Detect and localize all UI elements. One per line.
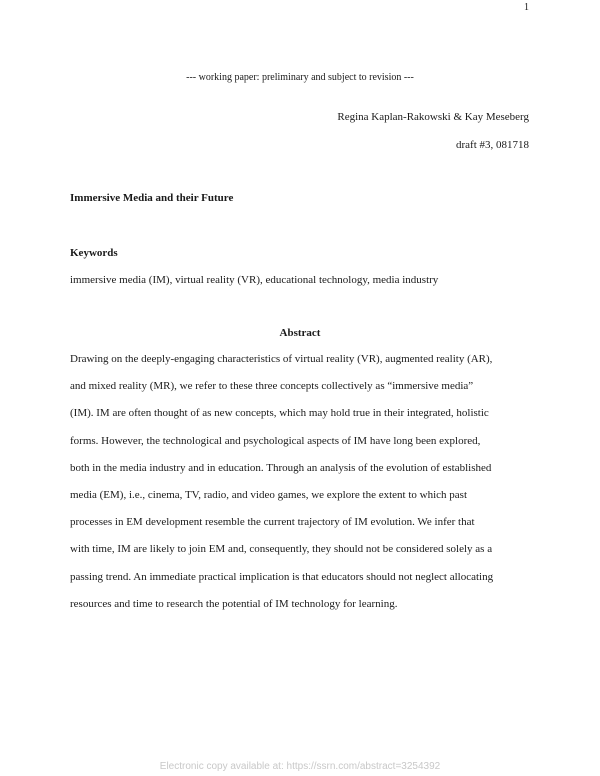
abstract-body <box>70 352 530 624</box>
authors: Regina Kaplan-Rakowski & Kay Meseberg <box>337 111 529 123</box>
abstract-line: resources and time to research the potential of IM technology for learning. <box>70 597 398 610</box>
keywords-heading: Keywords <box>70 247 118 259</box>
draft-version: draft #3, 081718 <box>455 139 529 151</box>
keywords-text: immersive media (IM), virtual reality (VR), educational technology, media industry <box>70 274 439 286</box>
abstract-line: forms. However, the technological and psychological aspects of IM have long been explored, <box>70 434 481 447</box>
working-paper-note: --- working paper: preliminary and subject to revision --- <box>186 72 414 83</box>
paper-title: Immersive Media and their Future <box>70 192 234 204</box>
abstract-line: and mixed reality (MR), we refer to these three concepts collectively as “immersive media” <box>70 380 474 393</box>
abstract-line: with time, IM are likely to join EM and, consequently, they should not be considered solely as a <box>70 543 493 556</box>
abstract-line: both in the media industry and in education. Through an analysis of the evolution of established <box>70 461 492 474</box>
abstract-line: (IM). IM are often thought of as new concepts, which may hold true in their integrated, holistic <box>70 407 489 420</box>
abstract-line: passing trend. An immediate practical implication is that educators should not neglect allocating <box>70 570 494 583</box>
abstract-heading: Abstract <box>279 327 321 339</box>
abstract-line: processes in EM development resemble the current trajectory of IM evolution. We infer that <box>70 516 475 529</box>
abstract-line: media (EM), i.e., cinema, TV, radio, and video games, we explore the extent to which past <box>70 488 468 501</box>
ssrn-footer-link[interactable]: Electronic copy available at: https://ssrn.com/abstract=3254392 <box>159 761 441 772</box>
page-number: 1 <box>524 2 529 13</box>
abstract-line: Drawing on the deeply-engaging characteristics of virtual reality (VR), augmented reality (AR), <box>70 353 493 365</box>
